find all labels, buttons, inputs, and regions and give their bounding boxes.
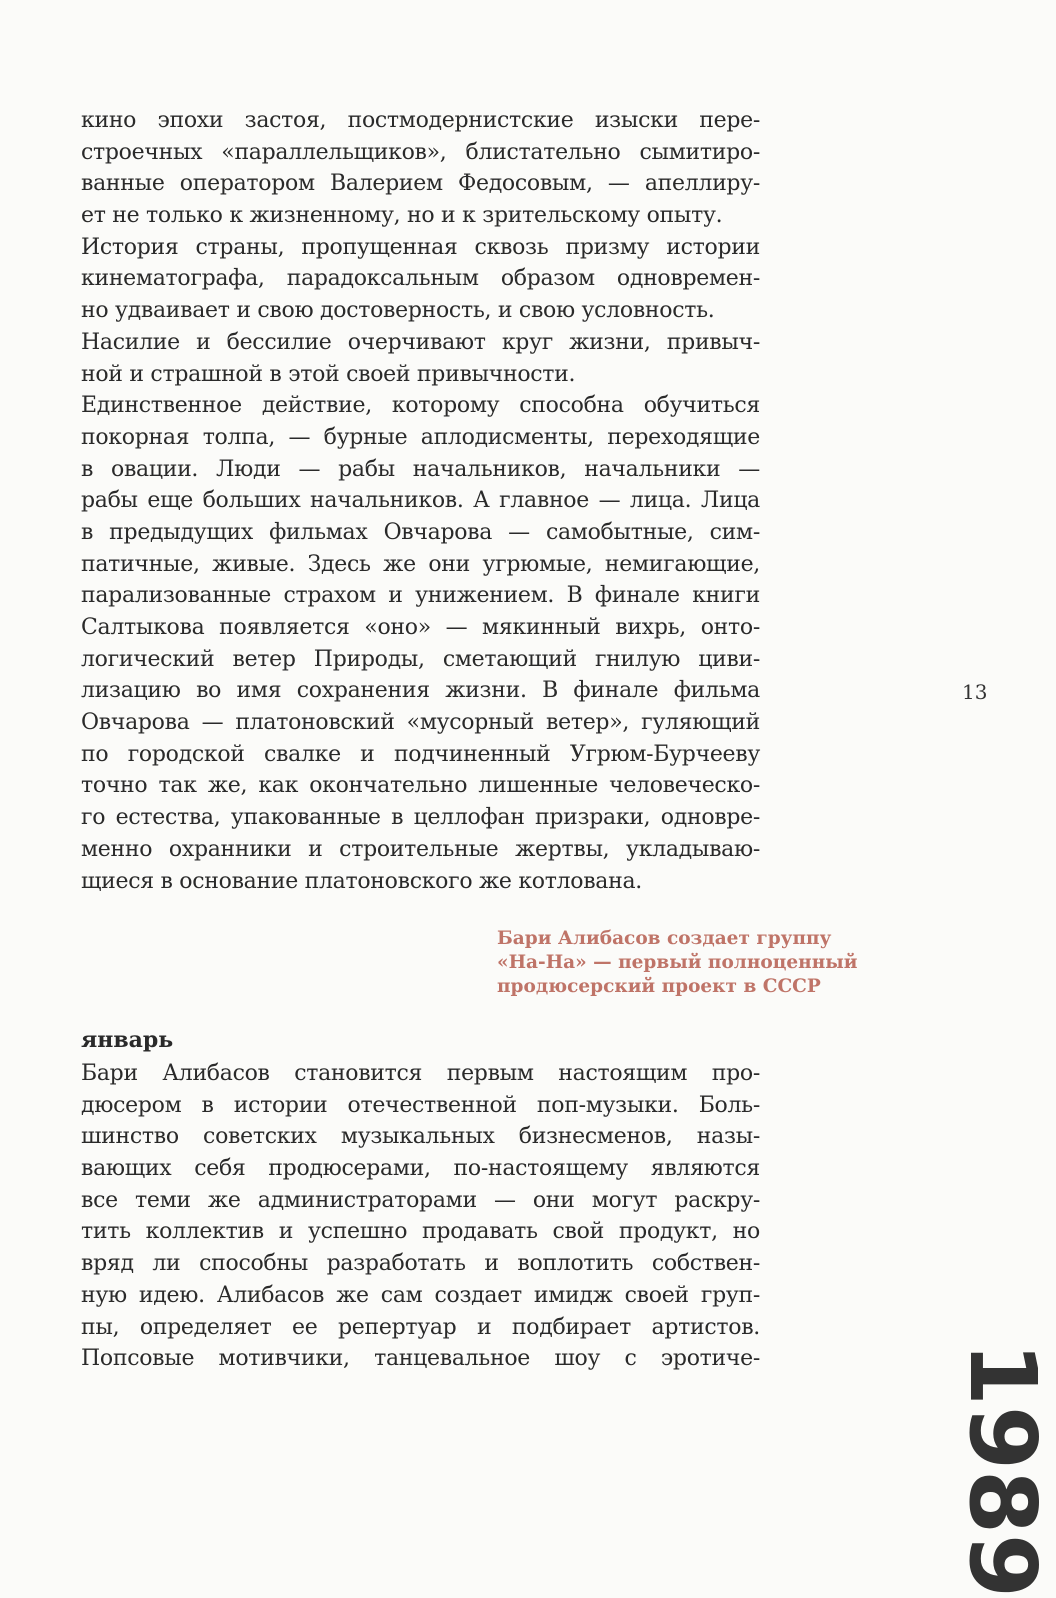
text-line: ванные оператором Валерием Федосовым, — апеллиру- [81, 171, 760, 197]
text-line: все теми же администраторами — они могут раскру- [81, 1187, 760, 1213]
month-heading: январь [81, 1027, 174, 1053]
year-marker: 1989 [949, 1342, 1056, 1598]
body-paragraph-2 [81, 1058, 760, 1375]
sidenote-line: «На-На» — первый полноценный [497, 952, 858, 973]
text-line: шинство советских музыкальных бизнесменов, назы- [81, 1124, 760, 1150]
text-line: ную идею. Алибасов же сам создает имидж своей груп- [81, 1282, 760, 1308]
text-line: го естества, упакованные в целлофан призраки, одновре- [81, 805, 760, 831]
text-line: парализованные страхом и унижением. В финале книги [81, 583, 760, 609]
text-line: ной и страшной в этой своей привычности. [81, 361, 576, 387]
text-line: вряд ли способны разработать и воплотить собствен- [81, 1251, 760, 1277]
text-line: ет не только к жизненному, но и к зрительскому опыту. [81, 203, 723, 229]
text-line: История страны, пропущенная сквозь призму истории [81, 234, 760, 260]
text-line: Бари Алибасов становится первым настоящим про- [81, 1061, 760, 1086]
text-line: логический ветер Природы, сметающий гнилую циви- [81, 646, 760, 672]
text-line: тить коллектив и успешно продавать свой продукт, но [81, 1219, 760, 1245]
page-number: 13 [962, 680, 988, 704]
text-line: точно так же, как окончательно лишенные человеческо- [81, 773, 760, 799]
text-line: Овчарова — платоновский «мусорный ветер», гуляющий [81, 710, 760, 736]
text-line: дюсером в истории отечественной поп-музыки. Боль- [81, 1092, 760, 1118]
text-line: строечных «параллельщиков», блистательно сымитиро- [81, 139, 760, 165]
body-paragraph-1 [81, 105, 760, 897]
text-line: в предыдущих фильмах Овчарова — самобытные, сим- [81, 519, 760, 545]
text-line: кино эпохи застоя, постмодернистские изыски пере- [81, 108, 760, 133]
text-line: менно охранники и строительные жертвы, укладываю- [81, 836, 760, 862]
text-line: пы, определяет ее репертуар и подбирает артистов. [81, 1314, 760, 1340]
sidenote [497, 927, 858, 999]
text-line: Попсовые мотивчики, танцевальное шоу с эротиче- [81, 1346, 760, 1372]
text-line: покорная толпа, — бурные аплодисменты, переходящие [81, 424, 760, 450]
text-line: рабы еще больших начальников. А главное — лица. Лица [81, 488, 760, 514]
sidenote-line: Бари Алибасов создает группу [497, 928, 832, 949]
text-line: кинематографа, парадоксальным образом одновремен- [81, 266, 760, 292]
text-line: по городской свалке и подчиненный Угрюм-Бурчееву [81, 741, 760, 767]
text-line: Салтыкова появляется «оно» — мякинный вихрь, онто- [81, 615, 760, 640]
text-line: патичные, живые. Здесь же они угрюмые, немигающие, [81, 551, 760, 577]
text-line: лизацию во имя сохранения жизни. В финале фильма [81, 678, 760, 704]
sidenote-line: продюсерский проект в СССР [497, 976, 821, 997]
text-line: Единственное действие, которому способна обучиться [81, 393, 760, 419]
text-line: но удваивает и свою достоверность, и свою условность. [81, 298, 715, 324]
text-line: щиеся в основание платоновского же котлована. [81, 868, 642, 894]
text-line: в овации. Люди — рабы начальников, начальники — [81, 456, 760, 482]
text-line: вающих себя продюсерами, по-настоящему являются [81, 1156, 760, 1182]
text-line: Насилие и бессилие очерчивают круг жизни, привыч- [81, 329, 760, 355]
